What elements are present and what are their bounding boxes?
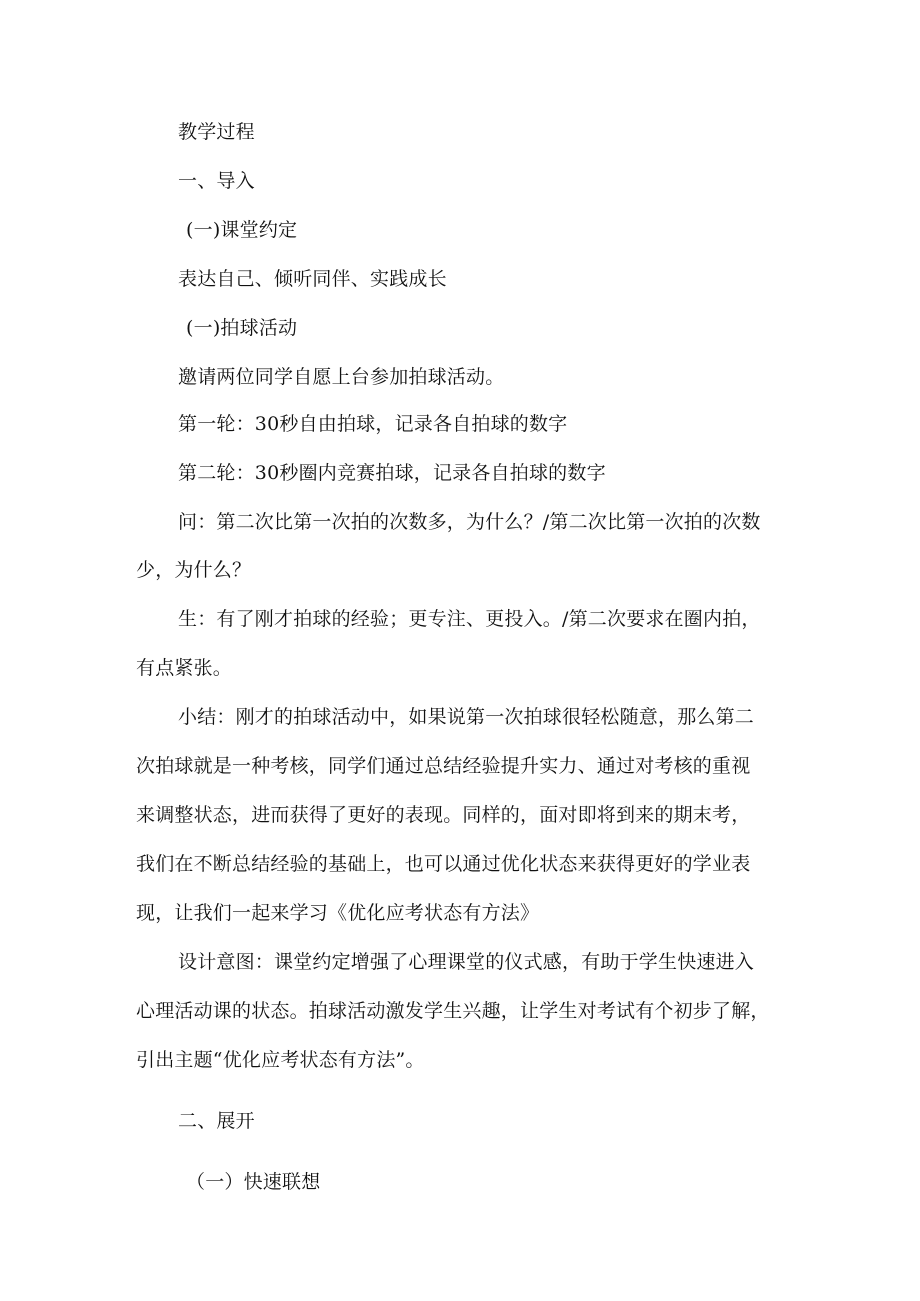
heading-teaching-process: 教学过程 bbox=[178, 121, 255, 143]
summary-line-5: 现，让我们一起来学习《优化应考状态有方法》 bbox=[136, 902, 540, 924]
subsection-title-classroom-agreement: (一)课堂约定 bbox=[186, 219, 298, 241]
section-title-introduction: 一、导入 bbox=[178, 170, 255, 192]
summary-line-2: 次拍球就是一种考核，同学们通过总结经验提升实力、通过对考核的重视 bbox=[136, 755, 751, 777]
round-two-text: 第二轮：30秒圈内竞赛拍球，记录各自拍球的数字 bbox=[178, 462, 606, 484]
summary-line-3: 来调整状态，进而获得了更好的表现。同样的，面对即将到来的期末考， bbox=[136, 804, 751, 826]
design-intent-line-2: 心理活动课的状态。拍球活动激发学生兴趣，让学生对考试有个初步了解， bbox=[136, 1000, 770, 1022]
answer-line-1: 生：有了刚才拍球的经验；更专注、更投入。/第二次要求在圈内拍， bbox=[178, 608, 761, 630]
summary-line-1: 小结：刚才的拍球活动中，如果说第一次拍球很轻松随意，那么第二 bbox=[178, 706, 755, 728]
ball-activity-invite: 邀请两位同学自愿上台参加拍球活动。 bbox=[178, 366, 505, 388]
subsection-title-ball-activity: (一)拍球活动 bbox=[186, 317, 298, 339]
section-title-development: 二、展开 bbox=[178, 1110, 255, 1132]
round-one-text: 第一轮：30秒自由拍球，记录各自拍球的数字 bbox=[178, 413, 568, 435]
answer-line-2: 有点紧张。 bbox=[136, 657, 233, 679]
question-line-1: 问：第二次比第一次拍的次数多，为什么？/第二次比第一次拍的次数 bbox=[178, 511, 761, 533]
summary-line-4: 我们在不断总结经验的基础上，也可以通过优化状态来获得更好的学业表 bbox=[136, 853, 751, 875]
design-intent-line-1: 设计意图：课堂约定增强了心理课堂的仪式感，有助于学生快速进入 bbox=[178, 951, 755, 973]
classroom-agreement-text: 表达自己、倾听同伴、实践成长 bbox=[178, 268, 447, 290]
design-intent-line-3: 引出主题“优化应考状态有方法”。 bbox=[136, 1049, 425, 1071]
question-line-2: 少，为什么？ bbox=[136, 559, 252, 581]
subsection-title-quick-association: （一）快速联想 bbox=[186, 1171, 321, 1193]
